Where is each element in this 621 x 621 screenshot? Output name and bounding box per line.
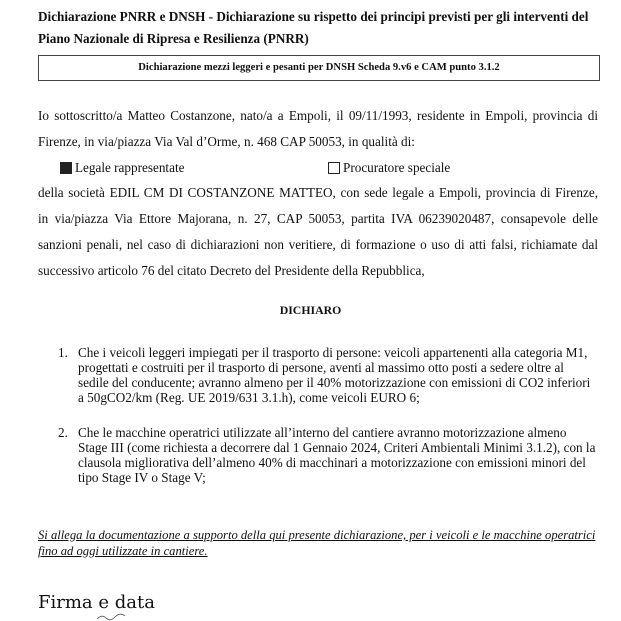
list-item-number: 2. <box>58 425 68 440</box>
declare-heading: DICHIARO <box>279 303 342 317</box>
legal-representative-option[interactable] <box>60 160 184 176</box>
declarant-intro: Io sottoscritto/a Matteo Costanzone, nato/a a Empoli, il 09/11/1993, residente in Empoli, provincia di Firenze, in via/piazza Via Val d’Orme, n. 468 CAP 50053, in qualità di: <box>38 108 598 149</box>
checked-checkbox-icon[interactable] <box>60 162 72 174</box>
company-line: in via/piazza Via Ettore Majorana, n. 27, CAP 50053, partita IVA 06239020487, consapevole delle <box>38 211 598 226</box>
list-item-text: Che i veicoli leggeri impiegati per il trasporto di persone: veicoli appartenenti alla categoria M1, progettati e costruiti per il trasporto di persone, aventi al massimo otto posti a sedere oltre al sedile del conducente; avranno almeno per il 40% motorizzazione con emissioni di CO2 inferiori a 50gCO2/km (Reg. UE 2019/631 3.1.h), come veicoli EURO 6; <box>78 345 591 405</box>
list-item-text: Che le macchine operatrici utilizzate all’interno del cantiere avranno motorizzazione almeno Stage III (come richiesta a decorrere dal 1 Gennaio 2024, Criteri Ambientali Minimi 3.1.2), con la clausola migliorativa dell’almeno 40% di macchinari a motorizzazione con emissioni minori del tipo Stage IV o Stage V; <box>78 425 596 485</box>
legal-representative-label: Legale rappresentate <box>75 160 185 175</box>
declaration-subtitle-box: Dichiarazione mezzi leggeri e pesanti per DNSH Scheda 9.v6 e CAM punto 3.1.2 <box>38 55 600 81</box>
list-item-number: 1. <box>58 345 68 360</box>
special-attorney-label: Procuratore speciale <box>343 160 451 175</box>
signature-date-label: Firma e data <box>38 592 155 613</box>
declaration-list <box>58 345 598 505</box>
unchecked-checkbox-icon[interactable] <box>328 162 340 174</box>
attachment-note: Si allega la documentazione a supporto della qui presente dichiarazione, per i veicoli e le macchine operatrici fino ad oggi utilizzate in cantiere. <box>38 528 596 558</box>
list-item <box>58 425 598 485</box>
company-paragraph <box>38 180 598 284</box>
document-title: Dichiarazione PNRR e DNSH - Dichiarazione su rispetto dei principi previsti per gli interventi del Piano Nazionale di Ripresa e Resilienza (PNRR) <box>38 9 589 46</box>
company-line: successivo articolo 76 del citato Decreto del Presidente della Repubblica, <box>38 263 425 278</box>
company-line: della società EDIL CM DI COSTANZONE MATTEO, con sede legale a Empoli, provincia di Firenze, <box>38 185 598 200</box>
role-checkboxes <box>60 160 600 180</box>
signature-stamp-fragment <box>96 612 126 621</box>
special-attorney-option[interactable] <box>328 160 450 176</box>
company-line: sanzioni penali, nel caso di dichiarazioni non veritiere, di formazione o uso di atti falsi, richiamate dal <box>38 237 598 252</box>
list-item <box>58 345 598 405</box>
